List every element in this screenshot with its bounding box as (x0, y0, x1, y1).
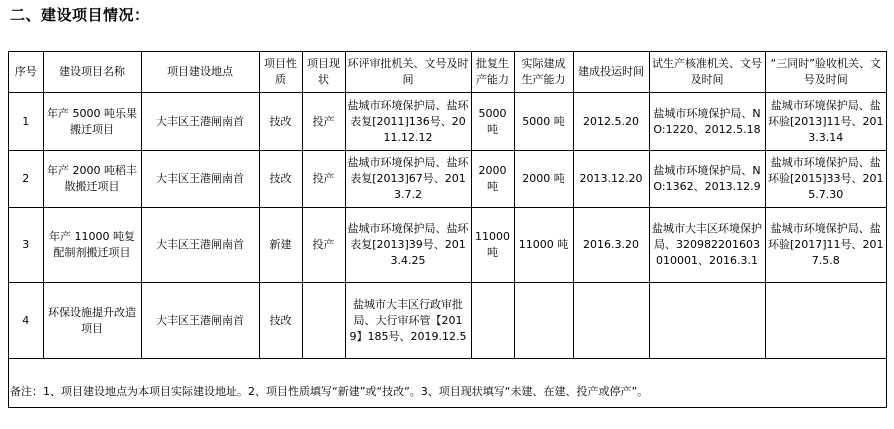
cell-actual-capacity (514, 283, 573, 359)
cell-trial-production: 盐城市环境保护局、NO:1220、2012.5.18 (649, 93, 765, 151)
cell-eia-approval: 盐城市环境保护局、盐环表复[2013]39号、2013.4.25 (345, 208, 471, 283)
cell-no: 4 (9, 283, 43, 359)
header-approved-capacity: 批复生产能力 (471, 52, 514, 93)
section-title: 二、建设项目情况： (10, 6, 150, 24)
cell-nature: 新建 (259, 208, 302, 283)
cell-approved-capacity: 2000 吨 (471, 151, 514, 208)
header-status: 项目现状 (302, 52, 345, 93)
cell-project-name: 年产 2000 吨稻丰散搬迁项目 (43, 151, 141, 208)
cell-location: 大丰区王港闸南首 (141, 151, 259, 208)
table-row (9, 208, 886, 283)
cell-actual-capacity: 5000 吨 (514, 93, 573, 151)
header-operation-time: 建成投运时间 (573, 52, 649, 93)
table-row (9, 151, 886, 208)
header-trial-production: 试生产核准机关、文号及时间 (649, 52, 765, 93)
header-acceptance: “三同时”验收机关、文号及时间 (765, 52, 886, 93)
cell-approved-capacity (471, 283, 514, 359)
cell-status (302, 283, 345, 359)
cell-status: 投产 (302, 208, 345, 283)
cell-actual-capacity: 2000 吨 (514, 151, 573, 208)
cell-nature: 技改 (259, 93, 302, 151)
cell-project-name: 环保设施提升改造项目 (43, 283, 141, 359)
cell-operation-time: 2012.5.20 (573, 93, 649, 151)
cell-trial-production: 盐城市大丰区环境保护局、320982201603010001、2016.3.1 (649, 208, 765, 283)
table-note: 备注：1、项目建设地点为本项目实际建设地址。2、项目性质填写“新建”或“技改”。3、项目现状填写“未建、在建、投产或停产”。 (10, 385, 649, 398)
cell-eia-approval: 盐城市大丰区行政审批局、大行审环管【2019】185号、2019.12.5 (345, 283, 471, 359)
header-project-name: 建设项目名称 (43, 52, 141, 93)
cell-acceptance (765, 283, 886, 359)
cell-acceptance: 盐城市环境保护局、盐环验[2017]11号、2017.5.8 (765, 208, 886, 283)
cell-approved-capacity: 5000 吨 (471, 93, 514, 151)
cell-acceptance: 盐城市环境保护局、盐环验[2015]33号、2015.7.30 (765, 151, 886, 208)
table-row (9, 283, 886, 359)
cell-eia-approval: 盐城市环境保护局、盐环表复[2013]67号、2013.7.2 (345, 151, 471, 208)
cell-no: 3 (9, 208, 43, 283)
cell-trial-production (649, 283, 765, 359)
cell-nature: 技改 (259, 151, 302, 208)
cell-status: 投产 (302, 93, 345, 151)
table-header-row (9, 52, 886, 93)
cell-location: 大丰区王港闸南首 (141, 208, 259, 283)
header-nature: 项目性质 (259, 52, 302, 93)
cell-trial-production: 盐城市环境保护局、NO:1362、2013.12.9 (649, 151, 765, 208)
cell-eia-approval: 盐城市环境保护局、盐环表复[2011]136号、2011.12.12 (345, 93, 471, 151)
cell-location: 大丰区王港闸南首 (141, 283, 259, 359)
header-location: 项目建设地点 (141, 52, 259, 93)
cell-no: 2 (9, 151, 43, 208)
cell-nature: 技改 (259, 283, 302, 359)
cell-status: 投产 (302, 151, 345, 208)
cell-operation-time: 2016.3.20 (573, 208, 649, 283)
project-table-container (8, 51, 887, 408)
header-actual-capacity: 实际建成生产能力 (514, 52, 573, 93)
cell-no: 1 (9, 93, 43, 151)
cell-project-name: 年产 11000 吨复配制剂搬迁项目 (43, 208, 141, 283)
cell-acceptance: 盐城市环境保护局、盐环验[2013]11号、2013.3.14 (765, 93, 886, 151)
project-table (9, 52, 886, 359)
cell-project-name: 年产 5000 吨乐果搬迁项目 (43, 93, 141, 151)
cell-actual-capacity: 11000 吨 (514, 208, 573, 283)
cell-approved-capacity: 11000 吨 (471, 208, 514, 283)
header-no: 序号 (9, 52, 43, 93)
cell-operation-time (573, 283, 649, 359)
cell-operation-time: 2013.12.20 (573, 151, 649, 208)
cell-location: 大丰区王港闸南首 (141, 93, 259, 151)
header-eia-approval: 环评审批机关、文号及时间 (345, 52, 471, 93)
table-row (9, 93, 886, 151)
